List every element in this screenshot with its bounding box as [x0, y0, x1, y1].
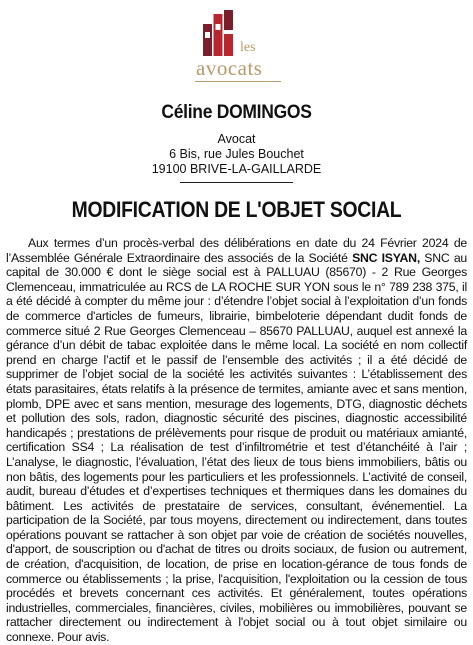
lawyer-title: Avocat	[217, 132, 256, 146]
section-divider	[180, 182, 293, 183]
notice-text-main: SNC au capital de 30.000 € dont le siège social est à PALLUAU (85670) - 2 Rue Georges Clemenceau, immatriculée au RCS de LA ROCHE SUR YON sous le n° 789 238 375, il a été décidé à compter du même jour : d’étendre l’objet social à l’exploitation d’un fonds de commerce d'articles de fumeurs, librairie, bimbeloterie dépendant dudit fonds de commerce situé 2 Rue Georges Clemenceau – 85670 PALLUAU, auquel est annexé la gérance d’un débit de tabac exploitée dans le même local. La société en nom collectif prend en charge l’actif et le passif de l’ensemble des activités ; il a été décidé de supprimer de l’objet social de la société les activités suivantes : L’établissement des états parasitaires, états relatifs à la présence de termites, amiante avec et sans mention, plomb, DPE avec et sans mention, mesurage des logements, DTG, diagnostic déchets et pollution des sols, radon, diagnostic sécurité des piscines, diagnostic accessibilité handicapés ; prestations de prélèvements pour risque de produit ou matériaux amianté, certification SS4 ; La réalisation de test d’infiltrométrie et test d’étanchéité à l’air ; L’analyse, le diagnostic, l’évaluation, l’état des lieux de tous biens immobiliers, bâtis ou non bâtis, des logements pour les particuliers et les professionnels. L’activité de conseil, audit, bureau d’études et d’expertises techniques et thermiques dans les domaines du bâtiment. Les activités de prestataire de services, consultant, événementiel. La participation de la Société, par tous moyens, directement ou indirectement, dans toutes opérations pouvant se rattacher à son objet par voie de création de sociétés nouvelles, d'apport, de souscription ou d'achat de titres ou droits sociaux, de fusion ou autrement, de création, d'acquisition, de location, de prise en location-gérance de tous fonds de commerce ou établissements ; la prise, l'acquisition, l'exploitation ou la cession de tous procédés et brevets concernant ces activités. Et généralement, toutes opérations industrielles, commerciales, financières, civiles, mobilières ou immobilières, pouvant se rattacher directement ou indirectement à l'objet social ou à tout objet similaire ou connexe. Pour avis.	[6, 250, 467, 645]
les-avocats-logo	[193, 10, 283, 82]
notice-body	[6, 236, 467, 645]
notice-text-intro: Aux termes d’un procès-verbal des délibérations en date du 24 Février 2024 de l’Assemblée Générale Extraordinaire des associés de la Société	[6, 236, 467, 265]
notice-paragraph	[6, 236, 467, 645]
lawyer-name: Céline DOMINGOS	[161, 102, 312, 123]
company-name: SNC ISYAN,	[352, 250, 420, 265]
lawyer-address-street: 6 Bis, rue Jules Bouchet	[169, 147, 304, 161]
logo-columns-icon	[201, 10, 235, 56]
logo-text-avocats: avocats	[196, 56, 263, 80]
notice-heading: MODIFICATION DE L'OBJET SOCIAL	[71, 197, 402, 222]
lawyer-address-city: 19100 BRIVE-LA-GAILLARDE	[151, 162, 322, 176]
logo-text-les: les	[240, 40, 256, 55]
logo-underline	[195, 81, 281, 82]
